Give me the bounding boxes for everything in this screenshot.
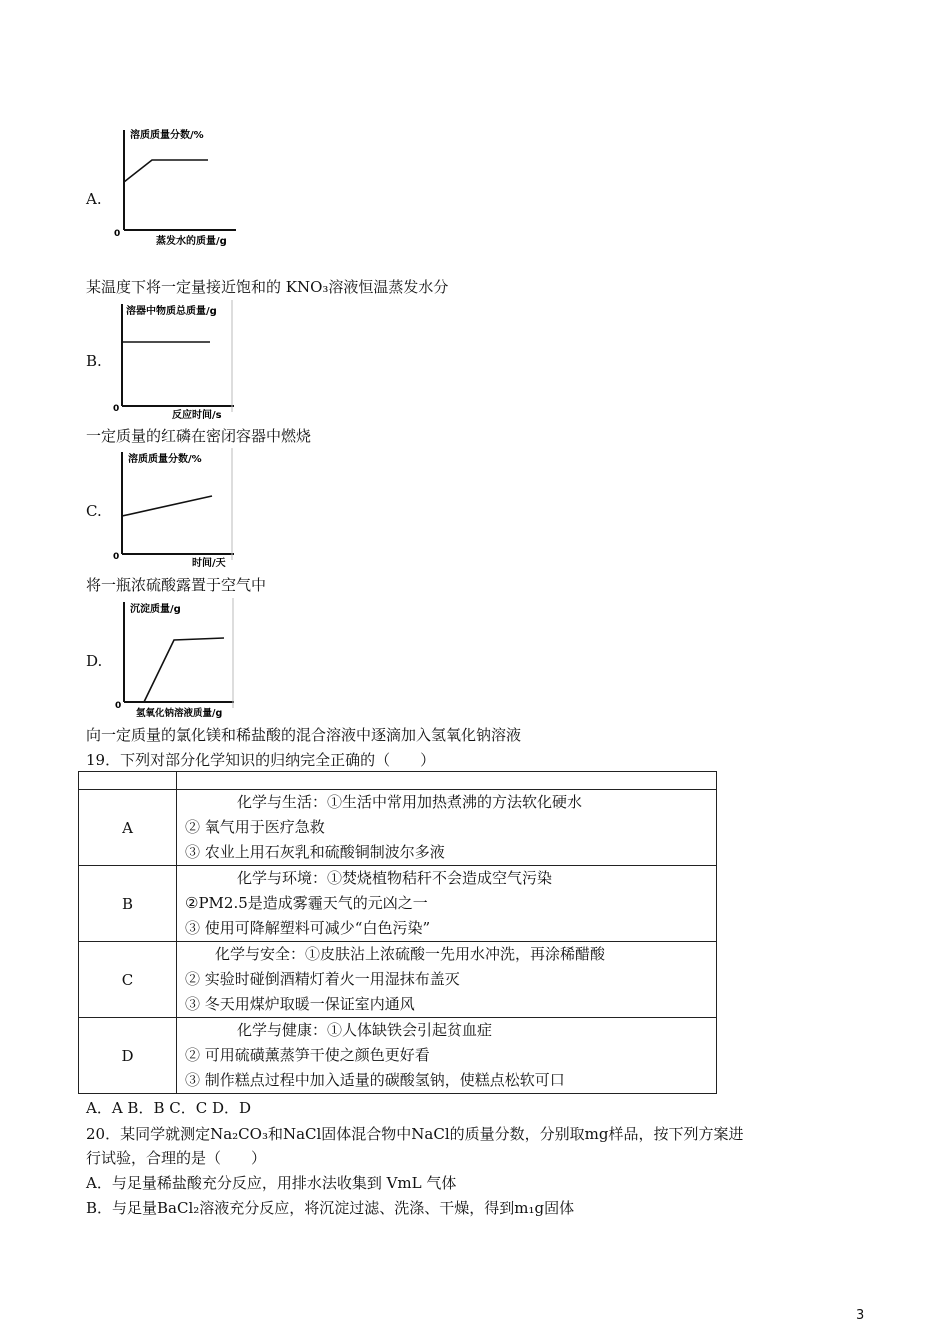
table-row: [79, 790, 717, 866]
graph-a-xlabel: 蒸发水的质量/g: [156, 236, 227, 247]
row-option-label: D: [79, 1018, 177, 1094]
table-row: [79, 1018, 717, 1094]
row-line: ②PM2.5是造成雾霾天气的元凶之一: [185, 894, 428, 912]
graph-d-xlabel: 氢氧化钠溶液质量/g: [136, 708, 223, 719]
row-line: 化学与生活：①生活中常用加热煮沸的方法软化硬水: [237, 793, 583, 811]
graph-c-origin: 0: [113, 552, 120, 562]
graph-d-origin: 0: [115, 701, 122, 711]
row-line: 化学与安全：①皮肤沾上浓硫酸一先用水冲洗，再涂稀醋酸: [215, 945, 606, 963]
row-option-label: A: [79, 790, 177, 866]
row-line: ② 氧气用于医疗急救: [185, 818, 325, 836]
row-line: 化学与健康：①人体缺铁会引起贫血症: [237, 1021, 493, 1039]
q20-option-b: B．与足量BaCl₂溶液充分反应，将沉淀过滤、洗涤、干燥，得到m₁g固体: [86, 1199, 575, 1217]
row-line: ③ 冬天用煤炉取暖一保证室内通风: [185, 995, 415, 1013]
row-option-label: B: [79, 866, 177, 942]
graph-a-ylabel: 溶质质量分数/%: [130, 130, 204, 141]
graph-c: [112, 446, 242, 570]
q19-table: [78, 771, 717, 1094]
option-d-letter: D.: [86, 652, 103, 670]
option-b-letter: B.: [86, 352, 102, 370]
page-number: 3: [856, 1308, 865, 1323]
row-line: ③ 使用可降解塑料可减少“白色污染”: [185, 919, 431, 937]
row-line: ③ 制作糕点过程中加入适量的碳酸氢钠，使糕点松软可口: [185, 1071, 565, 1089]
option-d-caption: 向一定质量的氯化镁和稀盐酸的混合溶液中逐滴加入氢氧化钠溶液: [86, 726, 522, 744]
graph-b: [112, 298, 242, 422]
q20-question-line1: 20．某同学就测定Na₂CO₃和NaCl固体混合物中NaCl的质量分数，分别取mg样品，按下列方案进: [86, 1125, 744, 1143]
row-line: ② 实验时碰倒酒精灯着火一用湿抹布盖灭: [185, 970, 460, 988]
graph-b-origin: 0: [113, 404, 120, 414]
row-line: ② 可用硫磺薰蒸笋干使之颜色更好看: [185, 1046, 430, 1064]
graph-c-xlabel: 时间/天: [192, 558, 226, 569]
q20-option-a: A．与足量稀盐酸充分反应，用排水法收集到 VmL 气体: [86, 1174, 457, 1192]
option-b-caption: 一定质量的红磷在密闭容器中燃烧: [86, 427, 312, 445]
graph-c-ylabel: 溶质质量分数/%: [128, 454, 202, 465]
graph-b-xlabel: 反应时间/s: [172, 410, 222, 421]
table-row: [79, 866, 717, 942]
q19-question: 19．下列对部分化学知识的归纳完全正确的（ ）: [86, 751, 436, 769]
table-header-row: [79, 772, 717, 790]
graph-a: [112, 124, 252, 248]
graph-b-ylabel: 溶器中物质总质量/g: [126, 306, 217, 317]
graph-a-origin: 0: [114, 229, 121, 239]
row-line: 化学与环境：①焚烧植物秸秆不会造成空气污染: [237, 869, 553, 887]
q19-answers: A．A B．B C．C D．D: [86, 1099, 252, 1117]
q20-question-line2: 行试验，合理的是（ ）: [86, 1149, 267, 1167]
table-row: [79, 942, 717, 1018]
graph-d-ylabel: 沉淀质量/g: [130, 604, 181, 615]
option-c-letter: C.: [86, 502, 102, 520]
row-option-label: C: [79, 942, 177, 1018]
option-a-caption: 某温度下将一定量接近饱和的 KNO₃溶液恒温蒸发水分: [86, 278, 449, 296]
option-a-letter: A.: [86, 190, 102, 208]
graph-d: [112, 596, 242, 720]
row-line: ③ 农业上用石灰乳和硫酸铜制波尔多液: [185, 843, 445, 861]
option-c-caption: 将一瓶浓硫酸露置于空气中: [86, 576, 267, 594]
